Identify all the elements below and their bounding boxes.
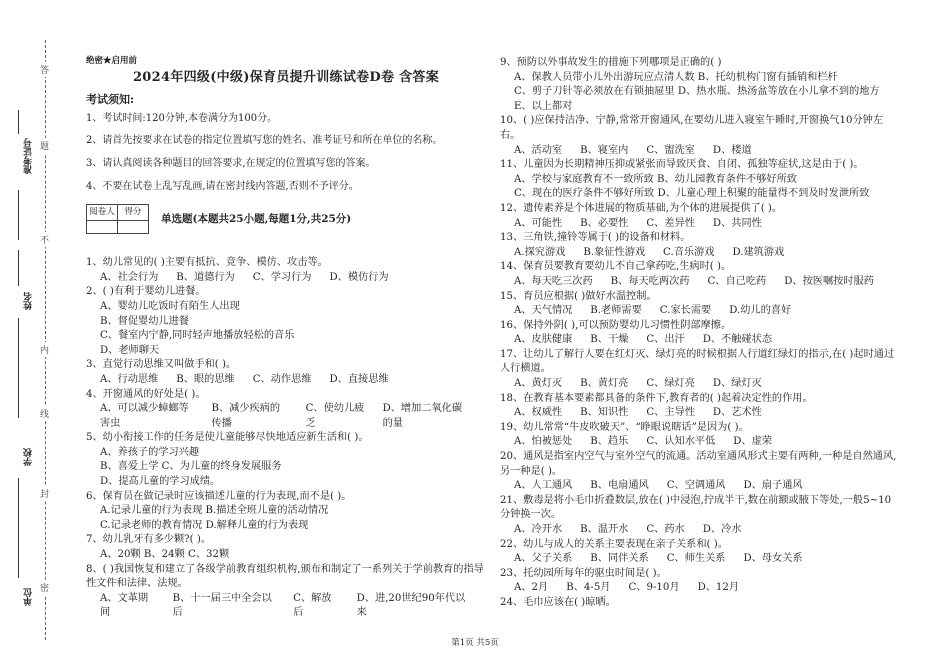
answer-option: C、师生关系 xyxy=(666,553,726,565)
option-row xyxy=(514,217,900,232)
answer-option: D、增加二氧化碳的量 xyxy=(382,403,463,429)
left-question-list xyxy=(86,256,486,621)
option-row xyxy=(514,275,900,290)
notice-item: 3、请认真阅读各种题目的回答要求,在规定的位置填写您的答案。 xyxy=(86,157,376,169)
question-text: 7、幼儿乳牙有多少颗?( )。 xyxy=(86,534,212,546)
question-text: 24、毛巾应该在( )晾晒。 xyxy=(500,596,616,608)
option-row xyxy=(514,246,900,261)
exam-title: 2024年四级(中级)保育员提升训练试卷D卷 含答案 xyxy=(132,69,440,85)
answer-option: C、主导性 xyxy=(646,407,695,419)
question-text: 19、幼儿常常“牛皮吹破天”、“睁眼说瞎话”是因为( )。 xyxy=(500,421,749,433)
score-box-score-label: 得分 xyxy=(118,205,149,221)
score-box-grader-label: 阅卷人 xyxy=(87,205,118,221)
answer-option: B.老师需要 xyxy=(590,305,642,317)
answer-option: C、空调通风 xyxy=(666,480,726,492)
section-heading: 单选题(本题共25小题,每题1分,共25分) xyxy=(161,212,352,225)
answer-option: B、眼的思维 xyxy=(176,373,235,385)
notice-item: 4、不要在试卷上乱写乱画,请在密封线内答题,否则不予评分。 xyxy=(86,180,359,192)
answer-option: D、不触碰状态 xyxy=(702,334,773,346)
answer-option: A、权威性 xyxy=(514,407,563,419)
margin-label-unit: 单位 xyxy=(24,588,34,606)
answer-option: B、知识性 xyxy=(580,407,629,419)
question-text: 20、通风是指室内空气与室外空气的流通。活动室通风形式主要有两种,一种是自然通风,另一种是( )。 xyxy=(500,451,897,477)
option-row xyxy=(514,523,900,538)
question-text: 1、幼儿常见的( )主要有抵抗、竞争、模仿、攻击等。 xyxy=(86,257,328,269)
answer-option: D.建筑游戏 xyxy=(732,246,785,258)
question-text: 17、让幼儿了解行人要在红灯灭、绿灯亮的时候根据人行道红绿灯的指示,在( )起时通过人行横道。 xyxy=(500,348,895,375)
question-text: 8、( )我国恢复和建立了各级学前教育组织机构,颁布和制定了一系列关于学前教育的指导性文件和法律、法规。 xyxy=(86,563,484,590)
answer-option: B、温开水 xyxy=(580,524,629,535)
answer-option: A、社会行为 xyxy=(100,271,159,283)
left-column xyxy=(86,54,486,621)
question-text: 18、在教育基本要素都具备的条件下,教育者的( )起着决定性的作用。 xyxy=(500,392,813,404)
answer-option: B、必要性 xyxy=(580,217,629,229)
margin-char-1: 答 xyxy=(40,62,49,77)
answer-option: D、艺术性 xyxy=(712,407,762,419)
answer-option: C、解放后 xyxy=(293,592,332,619)
option-row xyxy=(100,592,486,621)
option-row xyxy=(100,402,486,431)
answer-option: A、黄灯灭 xyxy=(514,378,563,390)
answer-option: B、督促婴幼儿进餐 xyxy=(100,315,189,327)
question-text: 5、幼小衔接工作的任务是使儿童能够尽快地适应新生活和( )。 xyxy=(86,432,369,444)
answer-option: D.幼儿的喜好 xyxy=(729,305,792,317)
question-text: 21、敷毒是将小毛巾折叠数层,放在( )中浸泡,拧成半干,数在前额或腋下等处,一般5~10分钟换一次。 xyxy=(500,494,892,521)
answer-option: D、虚荣 xyxy=(733,436,773,448)
answer-option: A、冷开水 xyxy=(514,524,563,535)
answer-option: A、养孩子的学习兴趣 xyxy=(100,446,200,458)
answer-option: A、皮肤健康 xyxy=(514,334,573,346)
answer-option: D、绿灯灭 xyxy=(712,378,762,390)
option-row xyxy=(514,144,900,159)
page-footer: 第1页 共5页 xyxy=(451,638,499,648)
answer-option: A、行动思维 xyxy=(100,373,159,385)
answer-option: B、减少疾病的传播 xyxy=(211,403,281,429)
score-section xyxy=(86,202,486,236)
name-field-line xyxy=(18,250,19,286)
option-row xyxy=(514,377,900,392)
answer-option: A、婴幼儿吃饭时有陌生人出现 xyxy=(100,300,240,312)
notice-item: 2、请首先按要求在试卷的指定位置填写您的姓名、准考证号和所在单位的名称。 xyxy=(86,135,443,147)
answer-option: B、黄灯亮 xyxy=(580,378,629,390)
answer-option: C.音乐游戏 xyxy=(663,246,715,258)
exam-number-field-line-2 xyxy=(18,190,19,240)
question-text: 23、托幼园所每年的驱虫时间是( )。 xyxy=(500,567,667,579)
margin-char-6: 封 xyxy=(40,486,49,501)
answer-option: B、道德行为 xyxy=(176,271,235,283)
answer-option: A.记录儿童的行为表现 B.描述全班儿童的活动情况 xyxy=(100,505,329,517)
answer-option: B、喜爱上学 C、为儿童的终身发展服务 xyxy=(100,461,282,473)
margin-char-7: 密 xyxy=(40,580,49,595)
margin-char-5: 线 xyxy=(40,406,49,421)
answer-option: D、冷水 xyxy=(702,524,742,535)
answer-option: B、同伴关系 xyxy=(590,553,649,565)
answer-option: A、20颗 B、24颗 C、32颗 xyxy=(100,549,230,561)
answer-option: B、4-5月 xyxy=(566,582,611,594)
answer-option: D、老师聊天 xyxy=(100,344,160,356)
answer-option: D、提高儿童的学习成绩。 xyxy=(100,476,221,488)
option-row xyxy=(100,373,486,388)
option-row xyxy=(514,333,900,348)
answer-option: C、药水 xyxy=(646,524,685,535)
answer-option: A、学校与家庭教育不一致所致 B、幼儿园教育条件不够好所致 xyxy=(514,173,797,185)
answer-option: B、寝室内 xyxy=(580,144,629,156)
option-row xyxy=(514,304,900,319)
answer-option: A、怕被惩处 xyxy=(514,436,573,448)
answer-option: A、人工通风 xyxy=(514,480,573,492)
answer-option: D、模仿行为 xyxy=(329,271,389,283)
secret-mark: 绝密★启用前 xyxy=(86,56,138,66)
right-question-list xyxy=(500,56,900,611)
answer-option: A.探究游戏 xyxy=(514,246,566,258)
margin-label-exam-number: 准考证号 xyxy=(24,138,34,174)
question-text: 12、遗传素养是个体进展的物质基础,为个体的进展提供了( )。 xyxy=(500,202,783,214)
answer-option: C、使幼儿疲乏 xyxy=(305,403,365,429)
answer-option: D、12月 xyxy=(697,582,740,594)
answer-option: A、活动室 xyxy=(514,144,563,156)
seal-line xyxy=(45,40,46,640)
question-text: 6、保育员在做记录时应该描述儿童的行为表现,而不是( )。 xyxy=(86,490,352,502)
answer-option: E、以上都对 xyxy=(514,100,573,112)
option-row xyxy=(514,435,900,450)
notice-item: 1、考试时间:120分钟,本卷满分为100分。 xyxy=(86,112,278,124)
option-row xyxy=(514,479,900,494)
answer-option: D、母女关系 xyxy=(743,553,803,565)
answer-option: C、剪子刀针等必须放在有锁抽屉里 D、热水瓶、热汤盆等放在小儿拿不到的地方 xyxy=(514,86,880,98)
option-row xyxy=(514,406,900,421)
answer-option: C、差异性 xyxy=(646,217,695,229)
answer-option: D、直接思维 xyxy=(329,373,389,385)
name-field-line-2 xyxy=(18,318,19,418)
answer-option: A、可以减少蟑螂等害虫 xyxy=(100,403,189,429)
answer-option: A、每天吃三次药 xyxy=(514,275,593,287)
score-cell[interactable] xyxy=(118,220,149,233)
answer-option: A、父子关系 xyxy=(514,553,573,565)
answer-option: C、学习行为 xyxy=(252,271,312,283)
question-text: 2、( )有利于婴幼儿进餐。 xyxy=(86,286,206,298)
question-text: 22、幼儿与成人的关系主要表现在亲子关系和( )。 xyxy=(500,538,728,550)
margin-label-school: 学校 xyxy=(24,448,34,466)
question-text: 14、保育员要教育要幼儿不自己拿药吃,生病时( )。 xyxy=(500,261,732,273)
exam-number-field-line xyxy=(18,110,19,134)
score-box xyxy=(86,204,149,234)
answer-option: B、十一届三中全会以后 xyxy=(172,592,272,619)
answer-option: B、电扇通风 xyxy=(590,480,649,492)
answer-option: C.家长需要 xyxy=(659,305,712,317)
right-column xyxy=(500,56,900,611)
answer-option: B、干燥 xyxy=(590,334,629,346)
option-row xyxy=(514,581,900,596)
answer-option: C、餐室内宁静,同时轻声地播放轻松的音乐 xyxy=(100,330,295,342)
option-row xyxy=(100,271,486,286)
question-text: 9、预防以外事故发生的措施下列哪项是正确的( ) xyxy=(500,57,722,68)
question-text: 16、保持外阴( ),可以预防婴幼儿习惯性阴部摩擦。 xyxy=(500,319,732,331)
question-text: 4、开窗通风的好处是( )。 xyxy=(86,388,206,400)
answer-option: C、盥洗室 xyxy=(646,144,695,156)
notice-heading: 考试须知: xyxy=(86,93,135,107)
answer-option: A、可能性 xyxy=(514,217,563,229)
margin-char-4: 内 xyxy=(40,342,49,357)
answer-option: D、共同性 xyxy=(712,217,762,229)
binding-margin xyxy=(0,0,72,671)
answer-option: C、认知水平低 xyxy=(646,436,716,448)
answer-option: A、文革期间 xyxy=(100,592,149,619)
answer-option: C、现在的医疗条件不够好所致 D、儿童心理上积聚的能量得不到及时发泄所致 xyxy=(514,188,870,200)
question-text: 15、育员应根据( )做好水温控制。 xyxy=(500,290,657,302)
answer-option: C、9-10月 xyxy=(628,582,680,594)
answer-option: C、动作思维 xyxy=(252,373,312,385)
answer-option: B、每天吃两次药 xyxy=(610,275,690,287)
answer-option: D、扇子通风 xyxy=(743,480,803,492)
answer-option: C.记录老师的教育情况 D.解释儿童的行为表现 xyxy=(100,519,309,531)
question-text: 13、三角铁,撞铃等属于( )的设备和材料。 xyxy=(500,232,691,244)
answer-option: C、绿灯亮 xyxy=(646,378,695,390)
answer-option: A、天气情况 xyxy=(514,305,573,317)
answer-option: D、楼道 xyxy=(712,144,752,156)
grader-cell[interactable] xyxy=(87,220,118,233)
school-field-line xyxy=(18,478,19,578)
margin-char-2: 题 xyxy=(40,138,49,153)
answer-option: A、保教人员带小儿外出游玩应点清人数 B、托幼机构门窗有插销和栏杆 xyxy=(514,71,838,83)
answer-option: B.象征性游戏 xyxy=(583,246,646,258)
question-text: 3、直觉行动思维又叫做手和( )。 xyxy=(86,359,237,371)
exam-notice xyxy=(86,93,486,194)
answer-option: C、出汗 xyxy=(646,334,685,346)
answer-option: D、进,20世纪90年代以来 xyxy=(356,592,466,619)
answer-option: C、自己吃药 xyxy=(707,275,767,287)
question-text: 10、( )应保持洁净、宁静,常常开窗通风,在要幼儿进入寝室午睡时,开窗换气10分钟左右。 xyxy=(500,115,884,141)
option-row xyxy=(514,552,900,567)
margin-label-name: 姓名 xyxy=(24,292,34,310)
answer-option: B、趋乐 xyxy=(590,436,629,448)
question-text: 11、儿童因为长期精神压抑或紧张而导致厌食、自闭、孤独等症状,这是由于( )。 xyxy=(500,159,864,171)
answer-option: A、2月 xyxy=(514,582,549,594)
answer-option: D、按医嘱按时服药 xyxy=(784,275,874,287)
margin-char-3: 不 xyxy=(40,232,49,247)
